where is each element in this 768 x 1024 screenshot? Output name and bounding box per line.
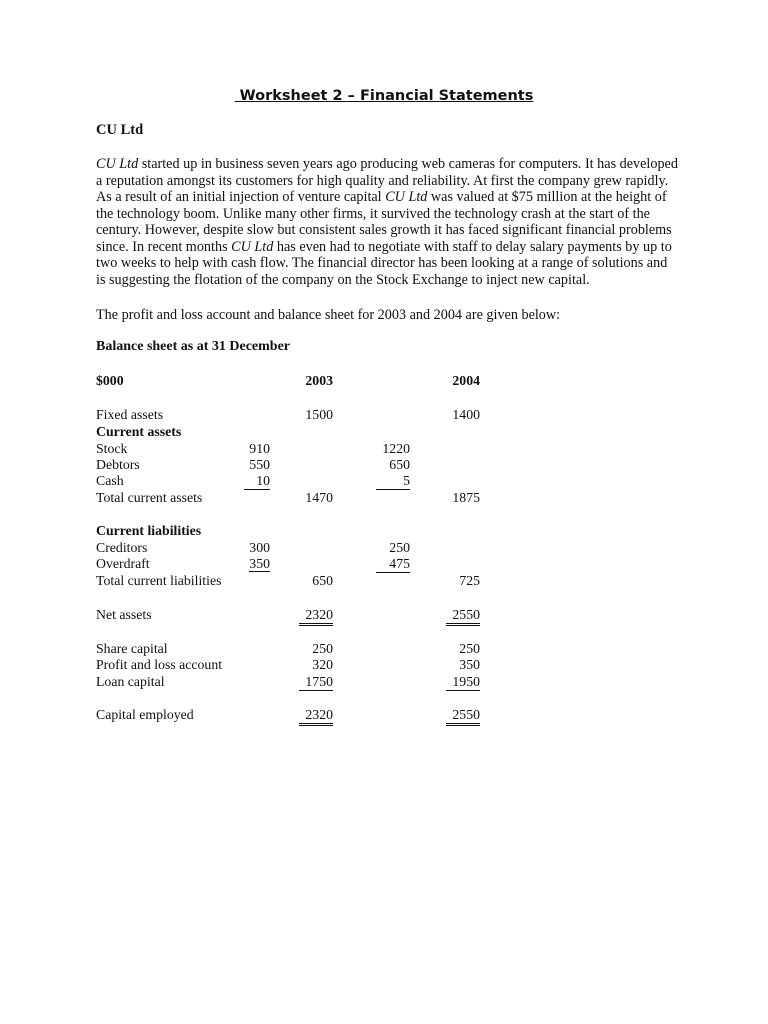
intro-text: a reputation amongst its customers for high quality and reliability. At first the company grew rapidly. [96,172,669,189]
lead-sentence: The profit and loss account and balance sheet for 2003 and 2004 are given below: [96,307,561,323]
creditors-2004: 250 [389,540,410,555]
current-assets-heading: Current assets [96,424,182,439]
intro-text: the technology boom. Unlike many other firms, it survived the technology crash at the start of the [96,205,650,222]
intro-text: was valued at $75 million at the height of [427,189,667,205]
total-current-liabilities-label: Total current liabilities [96,573,222,588]
year-2004-header: 2004 [452,373,480,388]
total-current-assets-label: Total current assets [96,490,203,505]
capital-employed-2004: 2550 [446,707,480,726]
year-2003-header: 2003 [305,373,333,388]
debtors-label: Debtors [96,457,140,472]
debtors-2003: 550 [249,457,270,472]
total-current-assets-2003: 1470 [305,490,333,505]
intro-text: started up in business seven years ago producing web cameras for computers. It has developed [138,156,678,172]
capital-employed-2004-cell [430,706,480,726]
profit-loss-2004: 350 [459,657,480,672]
net-assets-2003: 2320 [299,607,333,626]
net-assets-2003-cell [283,606,333,626]
intro-text: century. However, despite slow but consistent sales growth it has faced significant financial problems [96,222,672,238]
intro-text: two weeks to help with cash flow. The financial director has been looking at a range of solutions and [96,255,668,271]
capital-employed-2003: 2320 [299,707,333,726]
cash-2004: 5 [376,473,410,490]
company-name-italic: CU Ltd [96,156,139,172]
overdraft-2003-cell [220,555,270,572]
share-capital-2004: 250 [459,641,480,656]
intro-text: is suggesting the flotation of the company on the Stock Exchange to inject new capital. [96,271,590,288]
loan-capital-label: Loan capital [96,674,165,689]
intro-text: has even had to negotiate with staff to delay salary payments by up to [273,238,672,255]
company-name-italic: CU Ltd [231,238,274,255]
overdraft-2003: 350 [249,556,270,571]
loan-capital-2004: 1950 [446,674,480,691]
net-assets-label: Net assets [96,607,152,622]
creditors-label: Creditors [96,540,148,555]
overdraft-2004-cell [360,555,410,573]
overdraft-label: Overdraft [96,556,150,571]
stock-label: Stock [96,441,128,456]
unit-label: $000 [96,373,124,388]
total-current-liabilities-2004: 725 [459,573,480,588]
intro-text: As a result of an initial injection of venture capital [96,189,386,205]
capital-employed-2003-cell [283,706,333,726]
loan-capital-2003: 1750 [299,674,333,691]
total-current-liabilities-2003: 650 [312,573,333,588]
company-name: CU Ltd [96,122,144,138]
company-name-italic: CU Ltd [385,189,428,205]
fixed-assets-label: Fixed assets [96,407,164,422]
creditors-2003: 300 [249,540,270,555]
stock-2003: 910 [249,441,270,456]
share-capital-2003: 250 [312,641,333,656]
intro-text: since. In recent months [96,238,232,255]
worksheet-title: Worksheet 2 – Financial Statements [234,88,534,104]
cash-2003-cell [220,472,270,490]
profit-loss-label: Profit and loss account [96,657,223,672]
profit-loss-2003: 320 [312,657,333,672]
loan-capital-2003-cell [283,673,333,691]
overdraft-2004: 475 [376,556,410,573]
fixed-assets-2003: 1500 [305,407,333,422]
cash-2004-cell [360,472,410,490]
capital-employed-label: Capital employed [96,707,194,722]
total-current-assets-2004: 1875 [452,490,480,505]
net-assets-2004-cell [430,606,480,626]
cash-2003: 10 [244,473,270,490]
loan-capital-2004-cell [430,673,480,691]
cash-label: Cash [96,473,124,488]
share-capital-label: Share capital [96,641,168,656]
current-liabilities-heading: Current liabilities [96,523,202,538]
debtors-2004: 650 [389,457,410,472]
net-assets-2004: 2550 [446,607,480,626]
stock-2004: 1220 [382,441,410,456]
balance-sheet-heading: Balance sheet as at 31 December [96,339,291,354]
fixed-assets-2004: 1400 [452,407,480,422]
